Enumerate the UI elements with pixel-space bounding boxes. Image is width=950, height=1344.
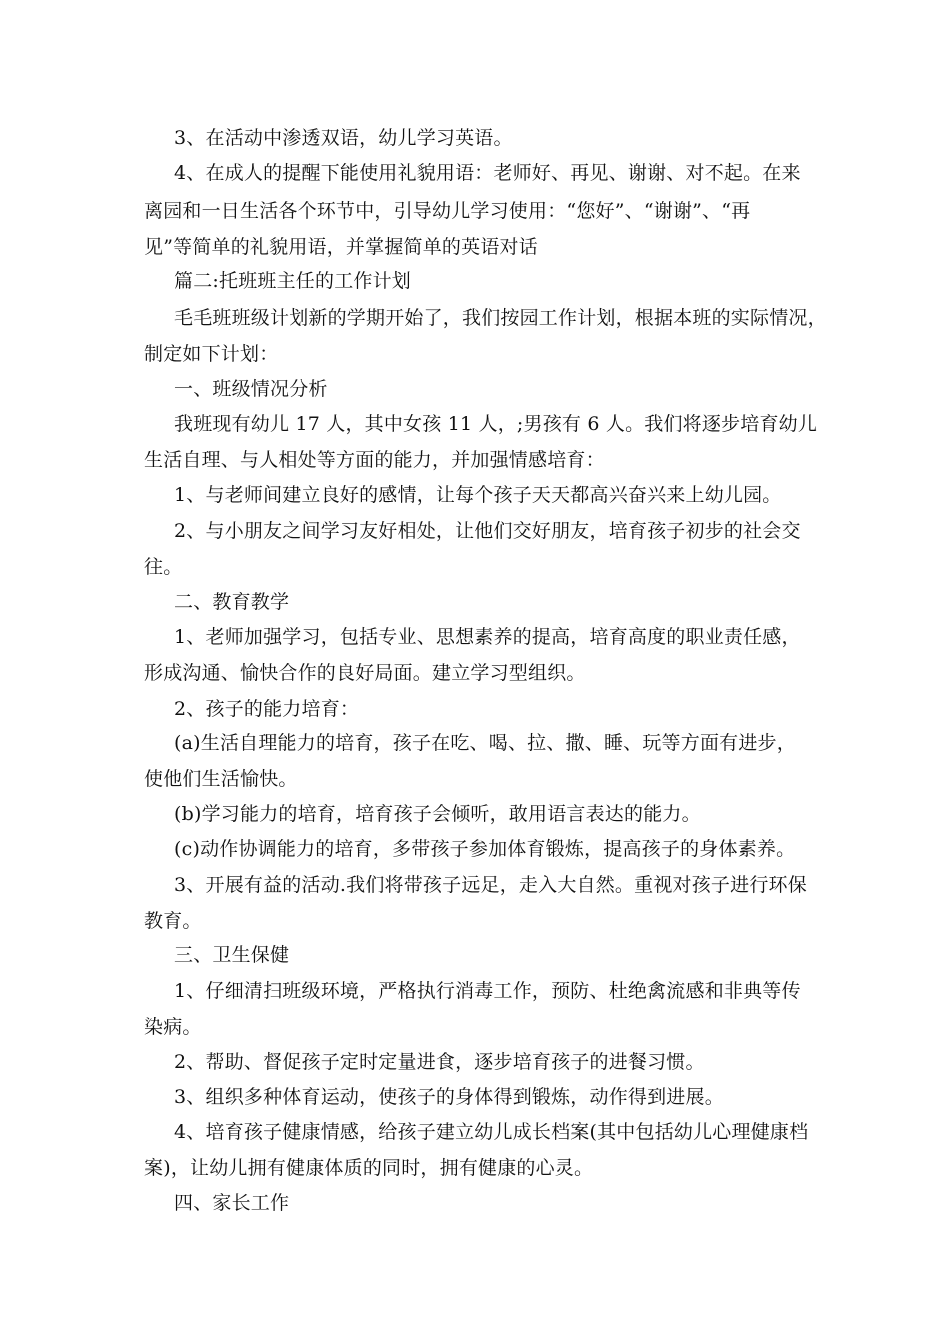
text-line: 往。	[144, 556, 183, 578]
section-heading: 三、卫生保健	[174, 944, 290, 966]
section-heading: 一、班级情况分析	[174, 378, 328, 400]
text-line: 2、孩子的能力培育：	[174, 698, 360, 720]
section-heading: 二、教育教学	[174, 591, 290, 613]
text-line: 2、帮助、督促孩子定时定量进食，逐步培育孩子的进餐习惯。	[174, 1051, 705, 1073]
text-line: 3、在活动中渗透双语，幼儿学习英语。	[174, 127, 513, 149]
text-line: 离园和一日生活各个环节中，引导幼儿学习使用：“您好”、“谢谢”、“再	[144, 200, 751, 222]
text-line: (a)生活自理能力的培育，孩子在吃、喝、拉、撒、睡、玩等方面有进步，	[174, 732, 796, 754]
text-line: 1、老师加强学习，包括专业、思想素养的提高，培育高度的职业责任感，	[174, 626, 801, 648]
text-line: 制定如下计划：	[144, 343, 279, 365]
text-line: 我班现有幼儿 17 人，其中女孩 11 人，;男孩有 6 人。我们将逐步培育幼儿	[174, 413, 818, 435]
text-line: (b)学习能力的培育，培育孩子会倾听，敢用语言表达的能力。	[174, 803, 701, 825]
text-line: 案)，让幼儿拥有健康体质的同时，拥有健康的心灵。	[144, 1157, 594, 1179]
text-line: 1、仔细清扫班级环境，严格执行消毒工作，预防、杜绝禽流感和非典等传	[174, 980, 801, 1002]
text-line: 2、与小朋友之间学习友好相处，让他们交好朋友，培育孩子初步的社会交	[174, 520, 801, 542]
text-line: (c)动作协调能力的培育，多带孩子参加体育锻炼，提高孩子的身体素养。	[174, 838, 796, 860]
section-heading: 篇二:托班班主任的工作计划	[174, 270, 412, 292]
text-line: 3、组织多种体育运动，使孩子的身体得到锻炼，动作得到进展。	[174, 1086, 724, 1108]
text-line: 生活自理、与人相处等方面的能力，并加强情感培育：	[144, 449, 605, 471]
section-heading: 四、家长工作	[174, 1192, 290, 1214]
text-line: 形成沟通、愉快合作的良好局面。建立学习型组织。	[144, 662, 586, 684]
text-line: 1、与老师间建立良好的感情，让每个孩子天天都高兴奋兴来上幼儿园。	[174, 484, 782, 506]
text-line: 毛毛班班级计划新的学期开始了，我们按园工作计划，根据本班的实际情况，	[174, 307, 827, 329]
text-line: 使他们生活愉快。	[144, 768, 298, 790]
text-line: 染病。	[144, 1016, 202, 1038]
text-line: 教育。	[144, 910, 202, 932]
text-line: 4、培育孩子健康情感，给孩子建立幼儿成长档案(其中包括幼儿心理健康档	[174, 1121, 809, 1143]
text-line: 3、开展有益的活动.我们将带孩子远足，走入大自然。重视对孩子进行环保	[174, 874, 807, 896]
text-line: 4、在成人的提醒下能使用礼貌用语：老师好、再见、谢谢、对不起。在来	[174, 162, 801, 184]
text-line: 见”等简单的礼貌用语，并掌握简单的英语对话	[144, 236, 538, 258]
